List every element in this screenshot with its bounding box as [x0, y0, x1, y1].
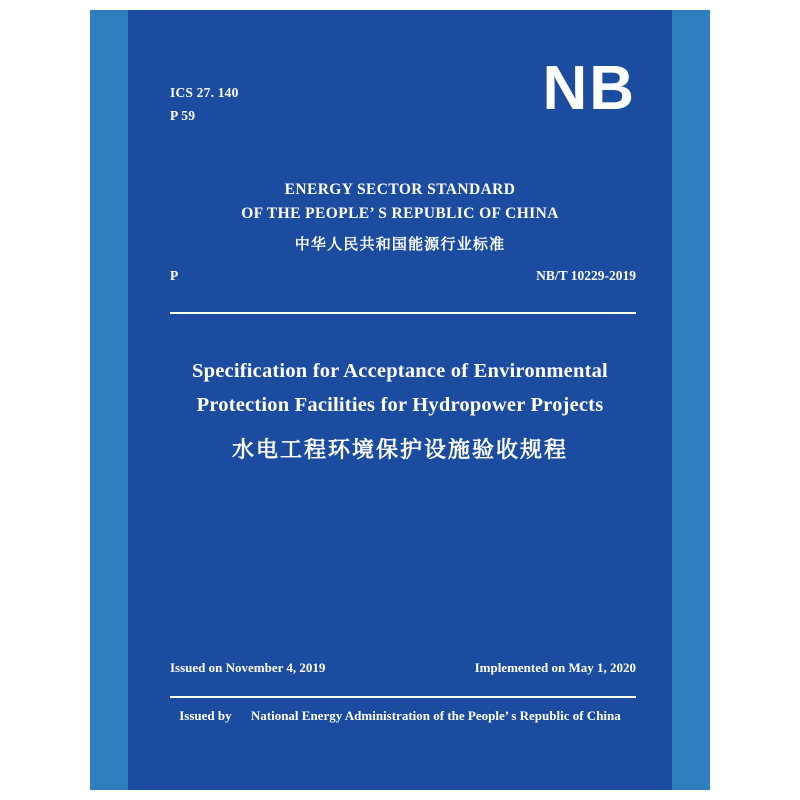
cover-band-right [672, 10, 710, 790]
document-title [158, 355, 642, 464]
category-letter: P [170, 268, 179, 283]
nb-logo: NB [542, 54, 636, 123]
standard-cover [90, 10, 710, 790]
dates-row [170, 660, 636, 676]
issued-by-organization: National Energy Administration of the People’ s Republic of China [250, 708, 621, 723]
issuer-row [128, 708, 672, 724]
ics-block [170, 82, 239, 128]
cover-inner [128, 10, 672, 790]
implemented-on-date: Implemented on May 1, 2020 [474, 660, 636, 675]
classification-code: P 59 [170, 107, 196, 123]
title-cn: 水电工程环境保护设施验收规程 [231, 437, 568, 463]
title-en-line-1: Specification for Acceptance of Environmental [192, 360, 608, 382]
divider-top [170, 312, 636, 314]
issued-on-date: Issued on November 4, 2019 [170, 660, 326, 675]
code-row [170, 268, 636, 284]
standard-authority-block [128, 178, 672, 254]
ics-code: ICS 27. 140 [170, 85, 239, 100]
standard-line-en-1: ENERGY SECTOR STANDARD [284, 181, 516, 198]
issued-by-label: Issued by [179, 708, 232, 723]
standard-line-en-2: OF THE PEOPLE’ S REPUBLIC OF CHINA [241, 205, 559, 223]
title-en-line-2: Protection Facilities for Hydropower Projects [196, 393, 604, 416]
standard-line-cn: 中华人民共和国能源行业标准 [294, 237, 506, 254]
standard-number: NB/T 10229-2019 [536, 268, 636, 283]
divider-bottom [170, 696, 636, 698]
cover-band-left [90, 10, 128, 790]
